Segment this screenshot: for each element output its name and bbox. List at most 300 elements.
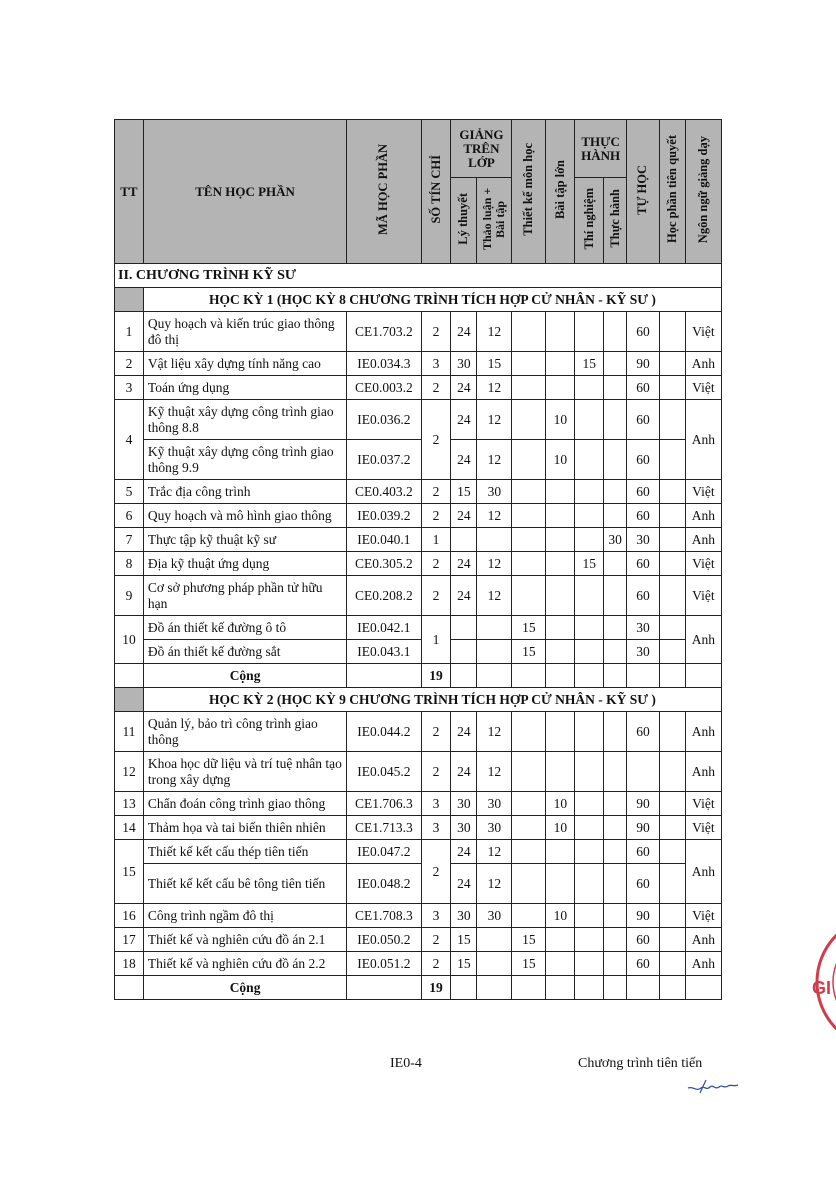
theory-hours: 24 — [451, 712, 477, 752]
practice-hours — [604, 400, 627, 440]
language: Việt — [685, 816, 721, 840]
prerequisite — [659, 840, 685, 864]
self-study-hours: 60 — [626, 864, 659, 904]
course-code: CE0.003.2 — [347, 376, 421, 400]
discussion-hours: 15 — [477, 352, 512, 376]
assignment-hours — [546, 928, 575, 952]
row-number: 9 — [115, 576, 144, 616]
header-credits-label: SỐ TÍN CHỈ — [428, 155, 443, 224]
header-practice-label: Thực hành — [607, 189, 622, 248]
self-study-hours: 30 — [626, 616, 659, 640]
course-name: Thảm họa và tai biến thiên nhiên — [143, 816, 346, 840]
prerequisite — [659, 504, 685, 528]
design-hours — [512, 352, 546, 376]
prerequisite — [659, 480, 685, 504]
course-name: Vật liệu xây dựng tính năng cao — [143, 352, 346, 376]
practice-hours — [604, 840, 627, 864]
practice-hours — [604, 480, 627, 504]
course-name: Đồ án thiết kế đường ô tô — [143, 616, 346, 640]
language: Anh — [685, 928, 721, 952]
self-study-hours: 60 — [626, 440, 659, 480]
design-hours — [512, 440, 546, 480]
assignment-hours — [546, 552, 575, 576]
practice-hours — [604, 792, 627, 816]
course-code: IE0.050.2 — [347, 928, 421, 952]
course-code: IE0.034.3 — [347, 352, 421, 376]
self-study-hours: 60 — [626, 312, 659, 352]
table-row — [115, 376, 722, 400]
table-row — [115, 576, 722, 616]
table-row — [115, 840, 722, 864]
table-row — [115, 440, 722, 480]
theory-hours: 15 — [451, 928, 477, 952]
row-number: 17 — [115, 928, 144, 952]
discussion-hours: 12 — [477, 552, 512, 576]
theory-hours — [451, 528, 477, 552]
practice-hours — [604, 864, 627, 904]
design-hours — [512, 376, 546, 400]
practice-hours — [604, 576, 627, 616]
course-name: Quy hoạch và kiến trúc giao thông đô thị — [143, 312, 346, 352]
credits: 2 — [421, 712, 451, 752]
self-study-hours: 30 — [626, 640, 659, 664]
experiment-hours — [575, 440, 604, 480]
self-study-hours: 90 — [626, 904, 659, 928]
prerequisite — [659, 792, 685, 816]
assignment-hours: 10 — [546, 400, 575, 440]
discussion-hours: 12 — [477, 376, 512, 400]
experiment-hours — [575, 616, 604, 640]
header-design-project — [512, 120, 546, 264]
discussion-hours: 12 — [477, 576, 512, 616]
self-study-hours: 60 — [626, 952, 659, 976]
table-row — [115, 504, 722, 528]
assignment-hours — [546, 480, 575, 504]
experiment-hours — [575, 640, 604, 664]
course-code: IE0.036.2 — [347, 400, 421, 440]
experiment-hours — [575, 928, 604, 952]
self-study-hours: 30 — [626, 528, 659, 552]
course-code: CE0.208.2 — [347, 576, 421, 616]
course-code: IE0.043.1 — [347, 640, 421, 664]
credits: 2 — [421, 312, 451, 352]
course-name: Cơ sở phương pháp phần tử hữu hạn — [143, 576, 346, 616]
course-code: CE0.305.2 — [347, 552, 421, 576]
course-name: Khoa học dữ liệu và trí tuệ nhân tạo trong xây dựng — [143, 752, 346, 792]
header-major-assignment-label: Bài tập lớn — [552, 159, 567, 220]
header-practice-group: THỰC HÀNH — [575, 120, 627, 178]
credits: 2 — [421, 504, 451, 528]
experiment-hours — [575, 504, 604, 528]
practice-hours — [604, 352, 627, 376]
header-prerequisite — [659, 120, 685, 264]
self-study-hours: 60 — [626, 928, 659, 952]
row-number: 13 — [115, 792, 144, 816]
practice-hours — [604, 376, 627, 400]
course-name: Công trình ngầm đô thị — [143, 904, 346, 928]
practice-hours — [604, 816, 627, 840]
semester-marker — [115, 688, 144, 712]
assignment-hours — [546, 840, 575, 864]
language: Việt — [685, 576, 721, 616]
table-row — [115, 816, 722, 840]
design-hours — [512, 480, 546, 504]
experiment-hours — [575, 952, 604, 976]
experiment-hours — [575, 712, 604, 752]
row-number: 6 — [115, 504, 144, 528]
course-name: Trắc địa công trình — [143, 480, 346, 504]
course-name: Thiết kế và nghiên cứu đồ án 2.2 — [143, 952, 346, 976]
course-name: Địa kỹ thuật ứng dụng — [143, 552, 346, 576]
table-row — [115, 904, 722, 928]
credits: 2 — [421, 952, 451, 976]
theory-hours: 30 — [451, 792, 477, 816]
header-self-study-label: TỰ HỌC — [635, 164, 650, 215]
theory-hours: 30 — [451, 904, 477, 928]
credits: 2 — [421, 928, 451, 952]
prerequisite — [659, 352, 685, 376]
experiment-hours — [575, 792, 604, 816]
practice-hours — [604, 928, 627, 952]
assignment-hours: 10 — [546, 440, 575, 480]
prerequisite — [659, 576, 685, 616]
course-code: CE1.706.3 — [347, 792, 421, 816]
design-hours — [512, 312, 546, 352]
experiment-hours: 15 — [575, 552, 604, 576]
header-theory — [451, 178, 477, 264]
self-study-hours: 60 — [626, 480, 659, 504]
prerequisite — [659, 816, 685, 840]
self-study-hours: 60 — [626, 576, 659, 616]
course-name: Chẩn đoán công trình giao thông — [143, 792, 346, 816]
prerequisite — [659, 528, 685, 552]
assignment-hours: 10 — [546, 816, 575, 840]
prerequisite — [659, 952, 685, 976]
page-code: IE0-4 — [390, 1056, 422, 1071]
course-code: CE0.403.2 — [347, 480, 421, 504]
assignment-hours — [546, 616, 575, 640]
theory-hours: 24 — [451, 552, 477, 576]
course-code: IE0.042.1 — [347, 616, 421, 640]
table-row — [115, 480, 722, 504]
self-study-hours: 60 — [626, 712, 659, 752]
design-hours — [512, 904, 546, 928]
practice-hours — [604, 640, 627, 664]
prerequisite — [659, 552, 685, 576]
stamp-icon — [808, 912, 836, 1052]
practice-hours — [604, 952, 627, 976]
design-hours: 15 — [512, 952, 546, 976]
self-study-hours: 60 — [626, 840, 659, 864]
assignment-hours: 10 — [546, 904, 575, 928]
self-study-hours: 90 — [626, 792, 659, 816]
discussion-hours: 30 — [477, 792, 512, 816]
theory-hours: 30 — [451, 816, 477, 840]
semester-title: HỌC KỲ 1 (HỌC KỲ 8 CHƯƠNG TRÌNH TÍCH HỢP CỬ NHÂN - KỸ SƯ ) — [143, 288, 721, 312]
practice-hours — [604, 712, 627, 752]
theory-hours: 24 — [451, 752, 477, 792]
course-name: Đồ án thiết kế đường sắt — [143, 640, 346, 664]
self-study-hours: 60 — [626, 400, 659, 440]
row-number: 3 — [115, 376, 144, 400]
prerequisite — [659, 928, 685, 952]
row-number: 16 — [115, 904, 144, 928]
design-hours — [512, 504, 546, 528]
course-name: Thiết kế và nghiên cứu đồ án 2.1 — [143, 928, 346, 952]
header-discussion-label: Thảo luận + Bài tập — [480, 187, 508, 250]
prerequisite — [659, 904, 685, 928]
row-number: 18 — [115, 952, 144, 976]
language: Việt — [685, 792, 721, 816]
theory-hours — [451, 616, 477, 640]
design-hours — [512, 864, 546, 904]
course-code: IE0.044.2 — [347, 712, 421, 752]
language: Anh — [685, 528, 721, 552]
course-code: IE0.039.2 — [347, 504, 421, 528]
credits: 2 — [421, 480, 451, 504]
assignment-hours — [546, 712, 575, 752]
discussion-hours: 12 — [477, 840, 512, 864]
theory-hours: 30 — [451, 352, 477, 376]
language: Anh — [685, 504, 721, 528]
theory-hours: 24 — [451, 504, 477, 528]
prerequisite — [659, 440, 685, 480]
theory-hours: 24 — [451, 400, 477, 440]
experiment-hours — [575, 400, 604, 440]
course-code: IE0.051.2 — [347, 952, 421, 976]
language: Việt — [685, 480, 721, 504]
credits: 2 — [421, 376, 451, 400]
experiment-hours — [575, 480, 604, 504]
credits: 1 — [421, 528, 451, 552]
course-code: CE1.703.2 — [347, 312, 421, 352]
prerequisite — [659, 376, 685, 400]
curriculum-table — [114, 119, 722, 1000]
header-course-code — [347, 120, 421, 264]
header-major-assignment — [546, 120, 575, 264]
language: Anh — [685, 400, 721, 480]
experiment-hours — [575, 376, 604, 400]
prerequisite — [659, 312, 685, 352]
self-study-hours: 90 — [626, 352, 659, 376]
table-row — [115, 928, 722, 952]
experiment-hours — [575, 528, 604, 552]
row-number: 5 — [115, 480, 144, 504]
header-experiment — [575, 178, 604, 264]
header-course-code-label: MÃ HỌC PHẦN — [376, 144, 391, 235]
semester-marker — [115, 288, 144, 312]
self-study-hours: 60 — [626, 376, 659, 400]
practice-hours — [604, 312, 627, 352]
language: Việt — [685, 552, 721, 576]
assignment-hours — [546, 352, 575, 376]
section-title: II. CHƯƠNG TRÌNH KỸ SƯ — [115, 264, 722, 288]
table-row — [115, 616, 722, 640]
table-row — [115, 792, 722, 816]
assignment-hours — [546, 528, 575, 552]
course-code: IE0.047.2 — [347, 840, 421, 864]
theory-hours: 24 — [451, 440, 477, 480]
practice-hours — [604, 616, 627, 640]
row-number: 11 — [115, 712, 144, 752]
stamp-text: GI — [812, 978, 832, 998]
course-code: IE0.045.2 — [347, 752, 421, 792]
course-code: IE0.048.2 — [347, 864, 421, 904]
header-self-study — [626, 120, 659, 264]
credits: 3 — [421, 792, 451, 816]
design-hours — [512, 576, 546, 616]
course-name: Thiết kế kết cấu thép tiên tiến — [143, 840, 346, 864]
row-number: 7 — [115, 528, 144, 552]
theory-hours: 24 — [451, 376, 477, 400]
assignment-hours — [546, 376, 575, 400]
assignment-hours — [546, 864, 575, 904]
semester-2 — [115, 688, 722, 1000]
credits: 3 — [421, 816, 451, 840]
header-experiment-label: Thí nghiệm — [581, 187, 596, 250]
course-name: Toán ứng dụng — [143, 376, 346, 400]
design-hours: 15 — [512, 640, 546, 664]
table-row — [115, 640, 722, 664]
discussion-hours — [477, 640, 512, 664]
practice-hours — [604, 752, 627, 792]
experiment-hours — [575, 576, 604, 616]
course-name: Kỹ thuật xây dựng công trình giao thông 9.9 — [143, 440, 346, 480]
table-row — [115, 752, 722, 792]
assignment-hours — [546, 752, 575, 792]
language: Việt — [685, 312, 721, 352]
experiment-hours — [575, 904, 604, 928]
semester-title: HỌC KỲ 2 (HỌC KỲ 9 CHƯƠNG TRÌNH TÍCH HỢP CỬ NHÂN - KỸ SƯ ) — [143, 688, 721, 712]
experiment-hours: 15 — [575, 352, 604, 376]
row-number: 10 — [115, 616, 144, 664]
header-theory-label: Lý thuyết — [456, 192, 471, 245]
course-code: IE0.040.1 — [347, 528, 421, 552]
header-design-project-label: Thiết kế môn học — [521, 143, 536, 236]
credits: 2 — [421, 752, 451, 792]
experiment-hours — [575, 816, 604, 840]
credits: 2 — [421, 840, 451, 904]
header-credits — [421, 120, 451, 264]
discussion-hours: 12 — [477, 752, 512, 792]
prerequisite — [659, 712, 685, 752]
discussion-hours: 12 — [477, 504, 512, 528]
discussion-hours — [477, 928, 512, 952]
discussion-hours: 30 — [477, 480, 512, 504]
design-hours — [512, 840, 546, 864]
course-code: CE1.708.3 — [347, 904, 421, 928]
total-credits: 19 — [421, 664, 451, 688]
header-language-label: Ngôn ngữ giảng dạy — [695, 135, 710, 244]
assignment-hours — [546, 504, 575, 528]
row-number: 1 — [115, 312, 144, 352]
design-hours — [512, 752, 546, 792]
table-row — [115, 952, 722, 976]
total-label: Cộng — [143, 664, 346, 688]
practice-hours — [604, 504, 627, 528]
course-code: CE1.713.3 — [347, 816, 421, 840]
theory-hours: 24 — [451, 576, 477, 616]
language: Việt — [685, 904, 721, 928]
practice-hours — [604, 552, 627, 576]
header-language — [685, 120, 721, 264]
header-discussion — [477, 178, 512, 264]
theory-hours: 15 — [451, 952, 477, 976]
signature-icon — [686, 1076, 740, 1096]
total-credits: 19 — [421, 976, 451, 1000]
row-number: 15 — [115, 840, 144, 904]
credits: 3 — [421, 352, 451, 376]
table-row — [115, 352, 722, 376]
row-number: 14 — [115, 816, 144, 840]
credits: 3 — [421, 904, 451, 928]
theory-hours: 15 — [451, 480, 477, 504]
practice-hours: 30 — [604, 528, 627, 552]
table-row — [115, 864, 722, 904]
self-study-hours: 60 — [626, 504, 659, 528]
assignment-hours: 10 — [546, 792, 575, 816]
discussion-hours — [477, 952, 512, 976]
header-lecture-group: GIẢNG TRÊN LỚP — [451, 120, 512, 178]
assignment-hours — [546, 576, 575, 616]
design-hours — [512, 816, 546, 840]
course-code: IE0.037.2 — [347, 440, 421, 480]
language: Việt — [685, 376, 721, 400]
course-name: Thiết kế kết cấu bê tông tiên tiến — [143, 864, 346, 904]
theory-hours: 24 — [451, 840, 477, 864]
total-row — [115, 664, 722, 688]
language: Anh — [685, 952, 721, 976]
header-prerequisite-label: Học phần tiên quyết — [664, 135, 679, 244]
self-study-hours: 90 — [626, 816, 659, 840]
assignment-hours — [546, 952, 575, 976]
discussion-hours: 12 — [477, 312, 512, 352]
table-row — [115, 528, 722, 552]
header-practice — [604, 178, 627, 264]
credits: 2 — [421, 552, 451, 576]
assignment-hours — [546, 312, 575, 352]
experiment-hours — [575, 840, 604, 864]
practice-hours — [604, 440, 627, 480]
design-hours: 15 — [512, 928, 546, 952]
total-row — [115, 976, 722, 1000]
design-hours — [512, 400, 546, 440]
self-study-hours — [626, 752, 659, 792]
discussion-hours: 12 — [477, 400, 512, 440]
practice-hours — [604, 904, 627, 928]
table-row — [115, 712, 722, 752]
discussion-hours: 12 — [477, 712, 512, 752]
prerequisite — [659, 400, 685, 440]
row-number: 4 — [115, 400, 144, 480]
header-tt: TT — [115, 120, 144, 264]
credits: 1 — [421, 616, 451, 664]
self-study-hours: 60 — [626, 552, 659, 576]
course-name: Quản lý, bảo trì công trình giao thông — [143, 712, 346, 752]
theory-hours: 24 — [451, 312, 477, 352]
table-row — [115, 400, 722, 440]
row-number: 12 — [115, 752, 144, 792]
design-hours — [512, 712, 546, 752]
course-name: Thực tập kỹ thuật kỹ sư — [143, 528, 346, 552]
language: Anh — [685, 752, 721, 792]
discussion-hours: 12 — [477, 440, 512, 480]
language: Anh — [685, 840, 721, 904]
credits: 2 — [421, 400, 451, 480]
discussion-hours — [477, 528, 512, 552]
design-hours — [512, 528, 546, 552]
credits: 2 — [421, 576, 451, 616]
